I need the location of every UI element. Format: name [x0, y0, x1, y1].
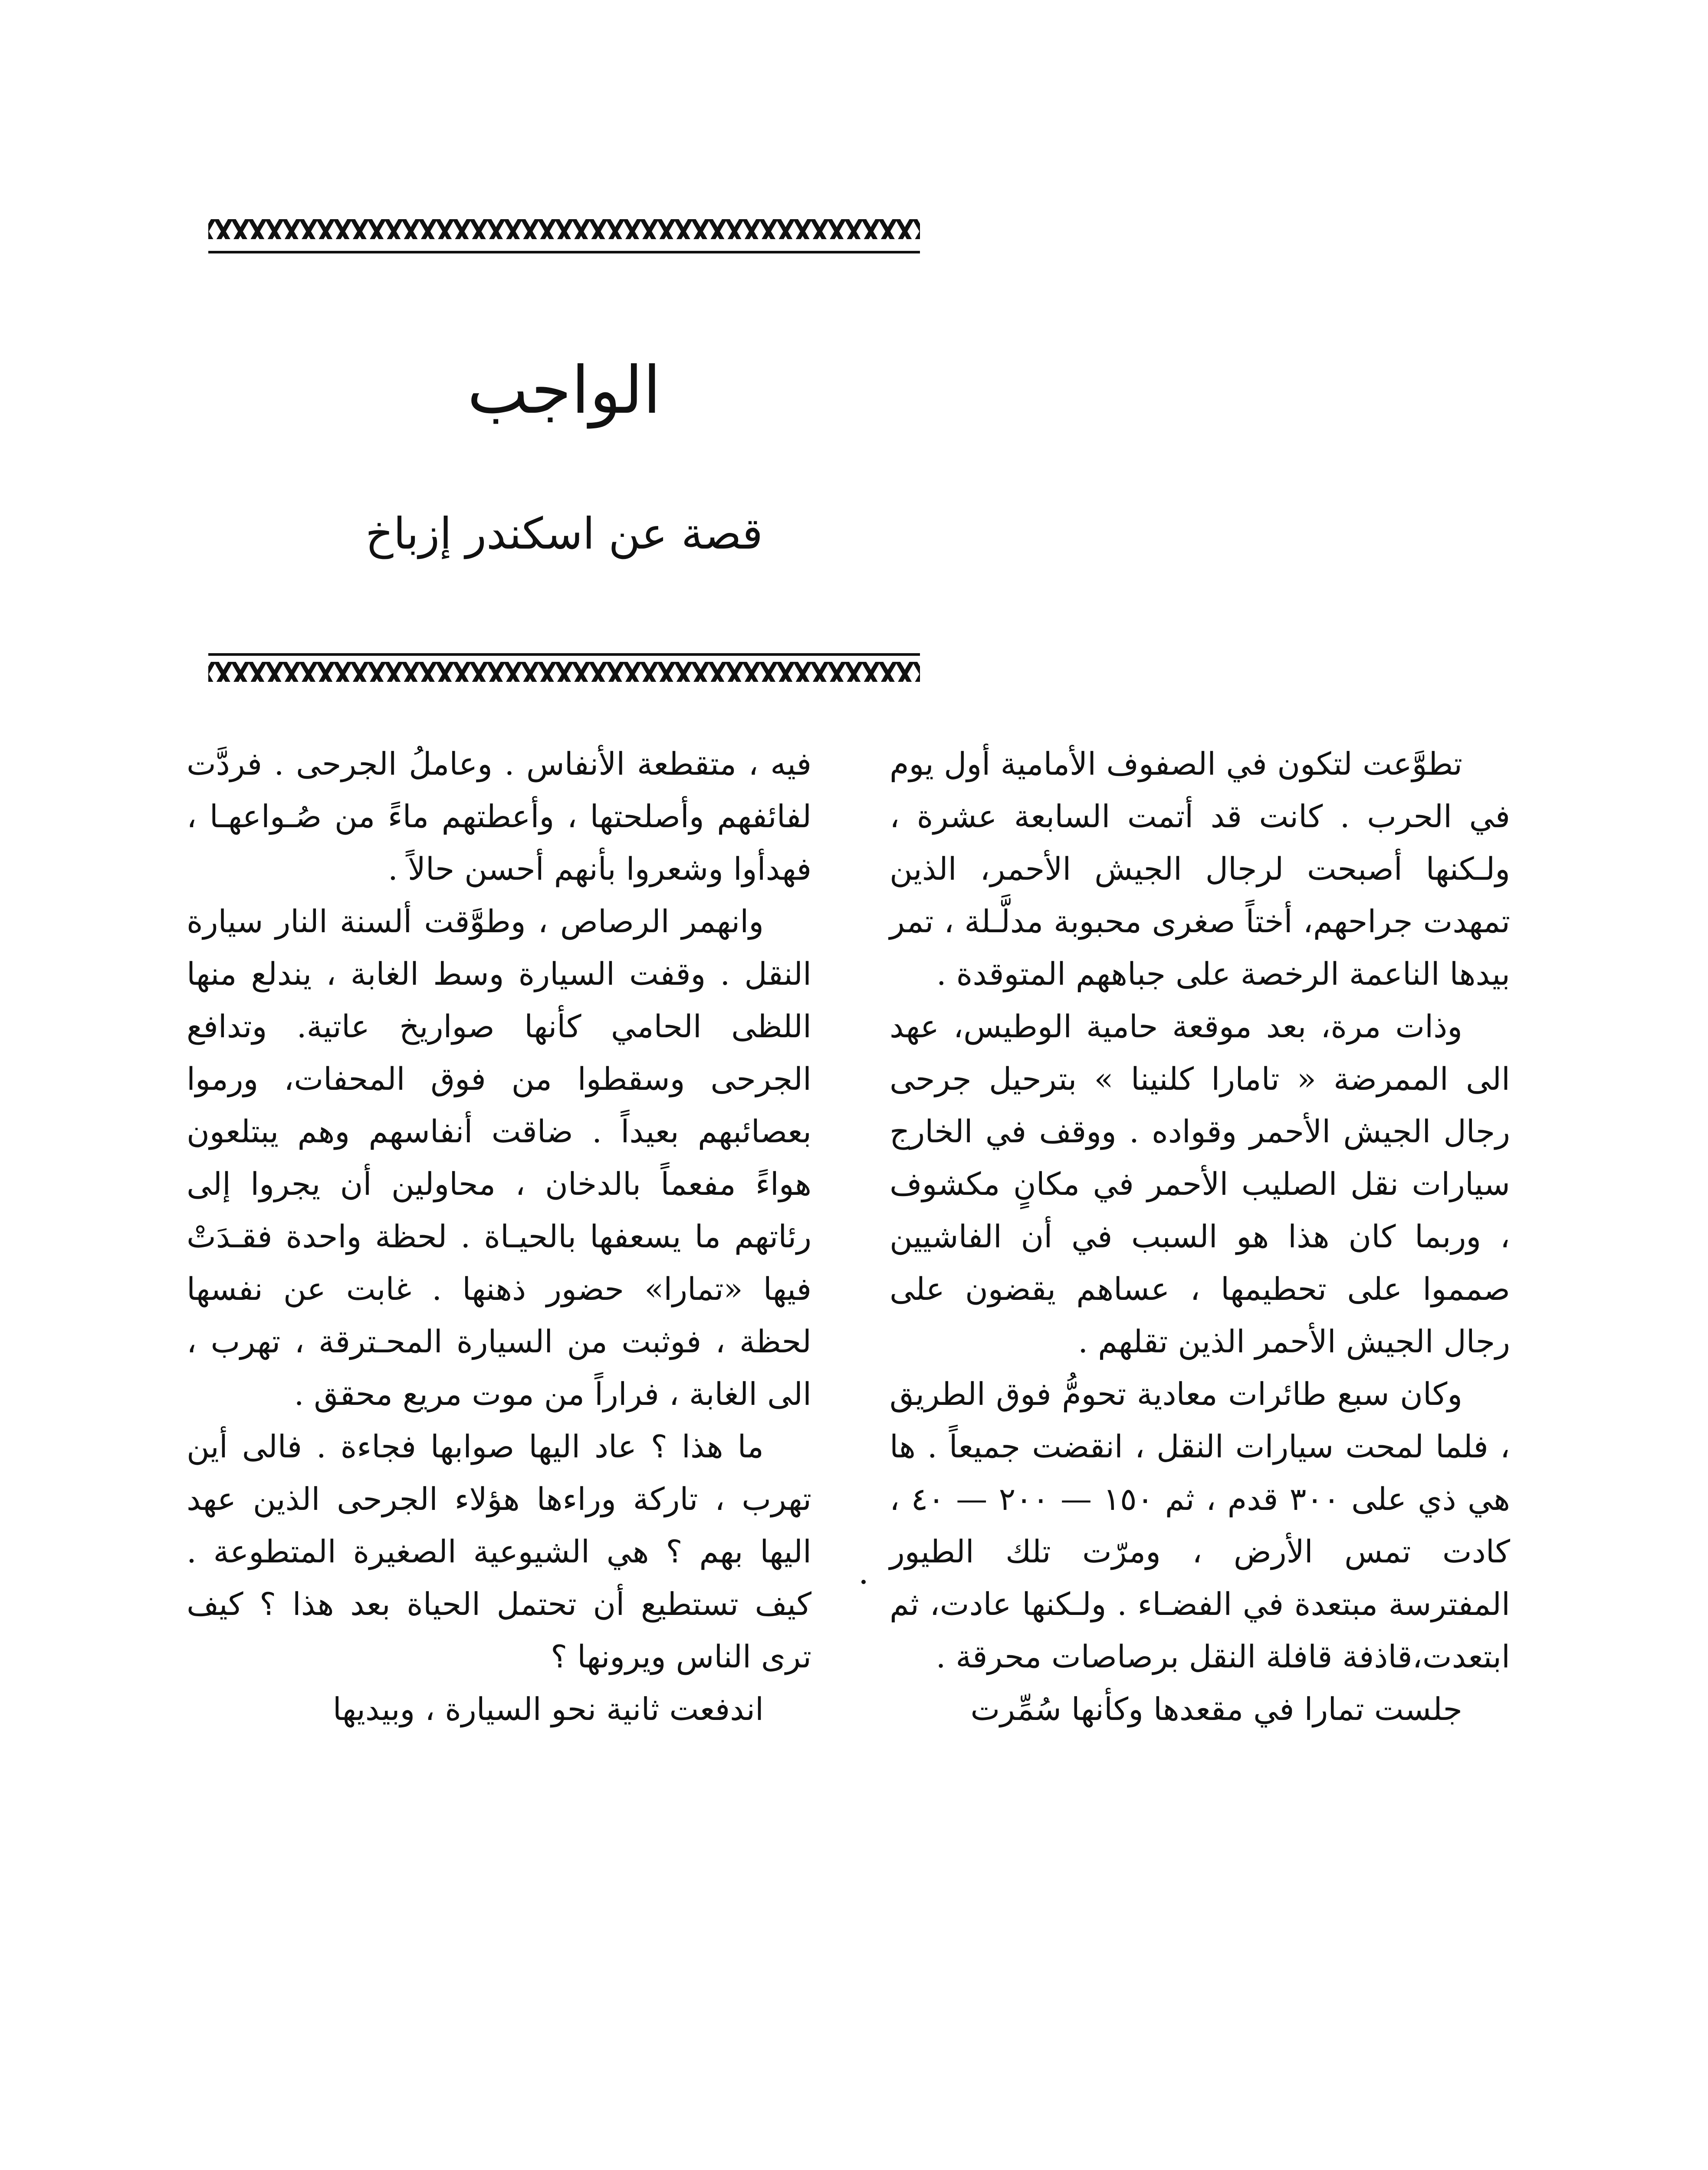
bottom-decorative-border — [208, 662, 920, 682]
story-title: الواجب — [467, 353, 661, 428]
paragraph: تطوَّعت لتكون في الصفوف الأمامية أول يوم في الحرب . كانت قد أتمت السابعة عشرة ، ولـكنها أصبحت لرجال الجيش الأحمر، الذين ‌تمهدت جراحهم، أختاً صغرى محبوبة مدلَّـلة ، تمر بيدها الناعمة الرخصة على جباههم المتوقدة . — [890, 746, 1510, 992]
top-decorative-border — [208, 219, 920, 239]
right-text-column — [890, 738, 1510, 1736]
paragraph: اندفعت ثانية نحو السيارة ، وبيديها — [332, 1691, 764, 1727]
bottom-border-line — [208, 653, 920, 656]
paragraph: وذات مرة، بعد موقعة حامية الوطيس، عهد الى الممرضة « تامارا كلنينا » بترحيل جرحى رجال الجيش الأحمر وقواده . ووقف في الخارج سيارات نقل الصليب الأحمر في مكانٍ مكشوف ، وربما كان هذا هو السبب في أن الفاشيين صمموا على تحطيمها ، عساهم يقضون على رجال الجيش الأحمر الذين تقلهم . — [890, 1008, 1510, 1360]
paragraph: وكان سبع طائرات معادية تحومُّ فوق الطريق ، فلما لمحت سيارات النقل ، انقضت جميعاً . ها هي ذي على ٣٠٠ قدم ، ثم ١٥٠ — ٢٠٠ — ٤٠ ، كادت تمس الأرض ، ومرّت تلك الطيور المفترسة مبتعدة في الفضـاء . ولـكنها عادت، ثم ابتعدت،قاذفة قافلة النقل برصاصات محرقة . — [890, 1376, 1511, 1675]
story-subtitle: قصة عن اسكندر إزباخ — [365, 508, 763, 559]
ink-dot — [861, 1580, 866, 1584]
top-border-line — [208, 251, 920, 253]
paragraph: جلست تمارا في مقعدها وكأنها سُمِّرت — [970, 1691, 1462, 1727]
paragraph: ما هذا ؟ عاد اليها صوابها فجاءة . فالى أين تهرب ، تاركة وراءها هؤلاء الجرحى الذين عهد اليها بهم ؟ هي الشيوعية الصغيرة المتطوعة . كيف تستطيع أن تحتمل الحياة بعد هذا ؟ كيف ترى الناس ويرونها ؟ — [187, 1428, 811, 1675]
paragraph: فيه ، متقطعة الأنفاس . وعاملُ الجرحى . فردَّت لفائفهم وأصلحتها ، وأعطتهم ماءً من صُـواعهـا ، فهدأوا وشعروا بأنهم أحسن حالاً . — [187, 746, 811, 887]
paragraph: وانهمر الرصاص ، وطوَّقت ألسنة النار سيارة النقل . وقفت السيارة وسط الغابة ، يندلع منها اللظى الحامي كأنها صواريخ عاتية. وتدافع الجرحى وسقطوا من فوق المحفات، ورموا بعصائبهم بعيداً . ضاقت أنفاسهم وهم يبتلعون هواءً مفعماً بالدخان ، محاولين أن يجروا إلى رئاتهم ما يسعفها بالحيـاة . لحظة واحدة فقـدَتْ فيها «تمارا» حضور ذهنها . غابت عن نفسها لحظة ، فوثبت من السيارة المحـترقة ، تهرب ، الى الغابة ، فراراً من موت مريع محقق . — [187, 903, 811, 1412]
left-text-column — [187, 738, 811, 1736]
